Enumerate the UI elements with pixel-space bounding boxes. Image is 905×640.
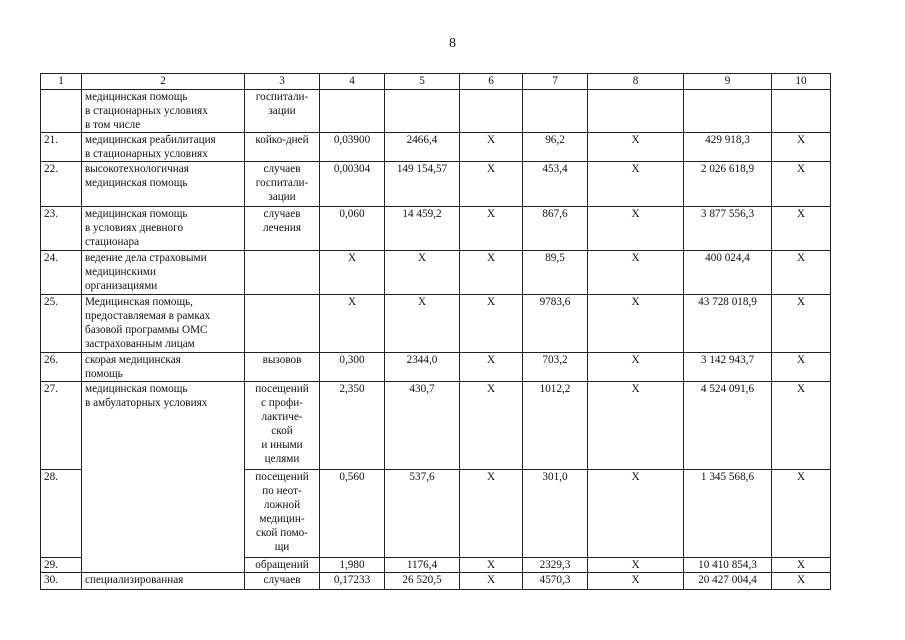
- value-cell-c10: Х: [772, 133, 831, 162]
- value-cell-c5: Х: [385, 295, 460, 353]
- table-row: [41, 207, 831, 251]
- value-cell-c8: Х: [588, 133, 684, 162]
- value-cell-c9: 2 026 618,9: [684, 162, 772, 207]
- value-cell-c4: 0,00304: [320, 162, 385, 207]
- column-header: 4: [320, 74, 385, 90]
- data-table: [40, 73, 831, 590]
- table-row: [41, 133, 831, 162]
- value-cell-c9: 429 918,3: [684, 133, 772, 162]
- value-cell-c5: 26 520,5: [385, 573, 460, 590]
- value-cell-c6: Х: [460, 470, 523, 558]
- row-name-cell: специализированная: [82, 573, 245, 590]
- value-cell-c5: 430,7: [385, 382, 460, 470]
- row-number-cell: 23.: [41, 207, 82, 251]
- value-cell-c7: 96,2: [523, 133, 588, 162]
- value-cell-c6: Х: [460, 382, 523, 470]
- row-number-cell: 24.: [41, 251, 82, 295]
- value-cell-c4: Х: [320, 251, 385, 295]
- column-header: 5: [385, 74, 460, 90]
- row-name-cell: ведение дела страховыми медицинскими организациями: [82, 251, 245, 295]
- row-number-cell: 28.: [41, 470, 82, 558]
- value-cell-c8: Х: [588, 382, 684, 470]
- value-cell-c7: [523, 90, 588, 133]
- row-number-cell: [41, 90, 82, 133]
- value-cell-c8: Х: [588, 251, 684, 295]
- value-cell-c9: 43 728 018,9: [684, 295, 772, 353]
- value-cell-c9: 3 142 943,7: [684, 353, 772, 382]
- value-cell-c9: 1 345 568,6: [684, 470, 772, 558]
- value-cell-c5: 2466,4: [385, 133, 460, 162]
- value-cell-c10: Х: [772, 382, 831, 470]
- unit-cell: случаев: [245, 573, 320, 590]
- value-cell-c6: Х: [460, 133, 523, 162]
- value-cell-c6: Х: [460, 353, 523, 382]
- unit-cell: вызовов: [245, 353, 320, 382]
- row-number-cell: 25.: [41, 295, 82, 353]
- value-cell-c8: Х: [588, 162, 684, 207]
- unit-cell: посещений по неот- ложной медицин- ской помо- щи: [245, 470, 320, 558]
- table-row: [41, 353, 831, 382]
- column-header: 10: [772, 74, 831, 90]
- value-cell-c10: Х: [772, 558, 831, 573]
- unit-cell: [245, 251, 320, 295]
- unit-cell: [245, 295, 320, 353]
- value-cell-c4: [320, 90, 385, 133]
- row-name-cell: медицинская помощь в стационарных условиях в том числе: [82, 90, 245, 133]
- value-cell-c8: Х: [588, 353, 684, 382]
- value-cell-c4: 2,350: [320, 382, 385, 470]
- unit-cell: посещений с профи- лактиче- ской и иными целями: [245, 382, 320, 470]
- value-cell-c7: 9783,6: [523, 295, 588, 353]
- table-row: [41, 251, 831, 295]
- value-cell-c5: 149 154,57: [385, 162, 460, 207]
- page-number: 8: [449, 36, 456, 51]
- row-number-cell: 22.: [41, 162, 82, 207]
- value-cell-c10: Х: [772, 353, 831, 382]
- value-cell-c7: 1012,2: [523, 382, 588, 470]
- value-cell-c4: 0,17233: [320, 573, 385, 590]
- unit-cell: случаев госпитали- зации: [245, 162, 320, 207]
- value-cell-c6: Х: [460, 207, 523, 251]
- column-header: 7: [523, 74, 588, 90]
- table-row: [41, 573, 831, 590]
- table-row: [41, 295, 831, 353]
- unit-cell: обращений: [245, 558, 320, 573]
- value-cell-c9: 400 024,4: [684, 251, 772, 295]
- value-cell-c7: 301,0: [523, 470, 588, 558]
- unit-cell: госпитали- зации: [245, 90, 320, 133]
- value-cell-c10: [772, 90, 831, 133]
- value-cell-c8: Х: [588, 470, 684, 558]
- value-cell-c4: Х: [320, 295, 385, 353]
- row-number-cell: 27.: [41, 382, 82, 470]
- value-cell-c4: 0,060: [320, 207, 385, 251]
- value-cell-c4: 0,560: [320, 470, 385, 558]
- column-header: 3: [245, 74, 320, 90]
- row-number-cell: 30.: [41, 573, 82, 590]
- value-cell-c6: Х: [460, 573, 523, 590]
- value-cell-c8: Х: [588, 573, 684, 590]
- column-header: 2: [82, 74, 245, 90]
- value-cell-c4: 1,980: [320, 558, 385, 573]
- value-cell-c10: Х: [772, 251, 831, 295]
- row-name-cell: медицинская реабилитация в стационарных условиях: [82, 133, 245, 162]
- value-cell-c6: [460, 90, 523, 133]
- value-cell-c6: Х: [460, 558, 523, 573]
- value-cell-c10: Х: [772, 295, 831, 353]
- value-cell-c10: Х: [772, 207, 831, 251]
- column-header: 6: [460, 74, 523, 90]
- value-cell-c8: Х: [588, 207, 684, 251]
- table-header-row: [41, 74, 831, 90]
- value-cell-c8: Х: [588, 295, 684, 353]
- value-cell-c5: 1176,4: [385, 558, 460, 573]
- row-number-cell: 26.: [41, 353, 82, 382]
- row-name-cell: медицинская помощь в амбулаторных условиях: [82, 382, 245, 573]
- table-row: [41, 90, 831, 133]
- value-cell-c10: Х: [772, 573, 831, 590]
- value-cell-c5: 537,6: [385, 470, 460, 558]
- value-cell-c10: Х: [772, 470, 831, 558]
- value-cell-c7: 453,4: [523, 162, 588, 207]
- row-name-cell: скорая медицинская помощь: [82, 353, 245, 382]
- value-cell-c5: [385, 90, 460, 133]
- row-number-cell: 21.: [41, 133, 82, 162]
- value-cell-c9: 3 877 556,3: [684, 207, 772, 251]
- value-cell-c4: 0,03900: [320, 133, 385, 162]
- row-name-cell: высокотехнологичная медицинская помощь: [82, 162, 245, 207]
- value-cell-c5: Х: [385, 251, 460, 295]
- value-cell-c9: 20 427 004,4: [684, 573, 772, 590]
- value-cell-c9: 10 410 854,3: [684, 558, 772, 573]
- value-cell-c7: 4570,3: [523, 573, 588, 590]
- value-cell-c7: 703,2: [523, 353, 588, 382]
- value-cell-c6: Х: [460, 251, 523, 295]
- column-header: 8: [588, 74, 684, 90]
- row-name-cell: медицинская помощь в условиях дневного стационара: [82, 207, 245, 251]
- value-cell-c9: [684, 90, 772, 133]
- table-row: [41, 382, 831, 470]
- unit-cell: койко-дней: [245, 133, 320, 162]
- table-row: [41, 162, 831, 207]
- value-cell-c7: 89,5: [523, 251, 588, 295]
- column-header: 9: [684, 74, 772, 90]
- row-name-cell: Медицинская помощь, предоставляемая в рамках базовой программы ОМС застрахованным лицам: [82, 295, 245, 353]
- row-number-cell: 29.: [41, 558, 82, 573]
- value-cell-c4: 0,300: [320, 353, 385, 382]
- value-cell-c8: [588, 90, 684, 133]
- value-cell-c7: 867,6: [523, 207, 588, 251]
- value-cell-c8: Х: [588, 558, 684, 573]
- value-cell-c5: 2344,0: [385, 353, 460, 382]
- value-cell-c6: Х: [460, 162, 523, 207]
- unit-cell: случаев лечения: [245, 207, 320, 251]
- value-cell-c7: 2329,3: [523, 558, 588, 573]
- value-cell-c10: Х: [772, 162, 831, 207]
- column-header: 1: [41, 74, 82, 90]
- value-cell-c6: Х: [460, 295, 523, 353]
- value-cell-c9: 4 524 091,6: [684, 382, 772, 470]
- value-cell-c5: 14 459,2: [385, 207, 460, 251]
